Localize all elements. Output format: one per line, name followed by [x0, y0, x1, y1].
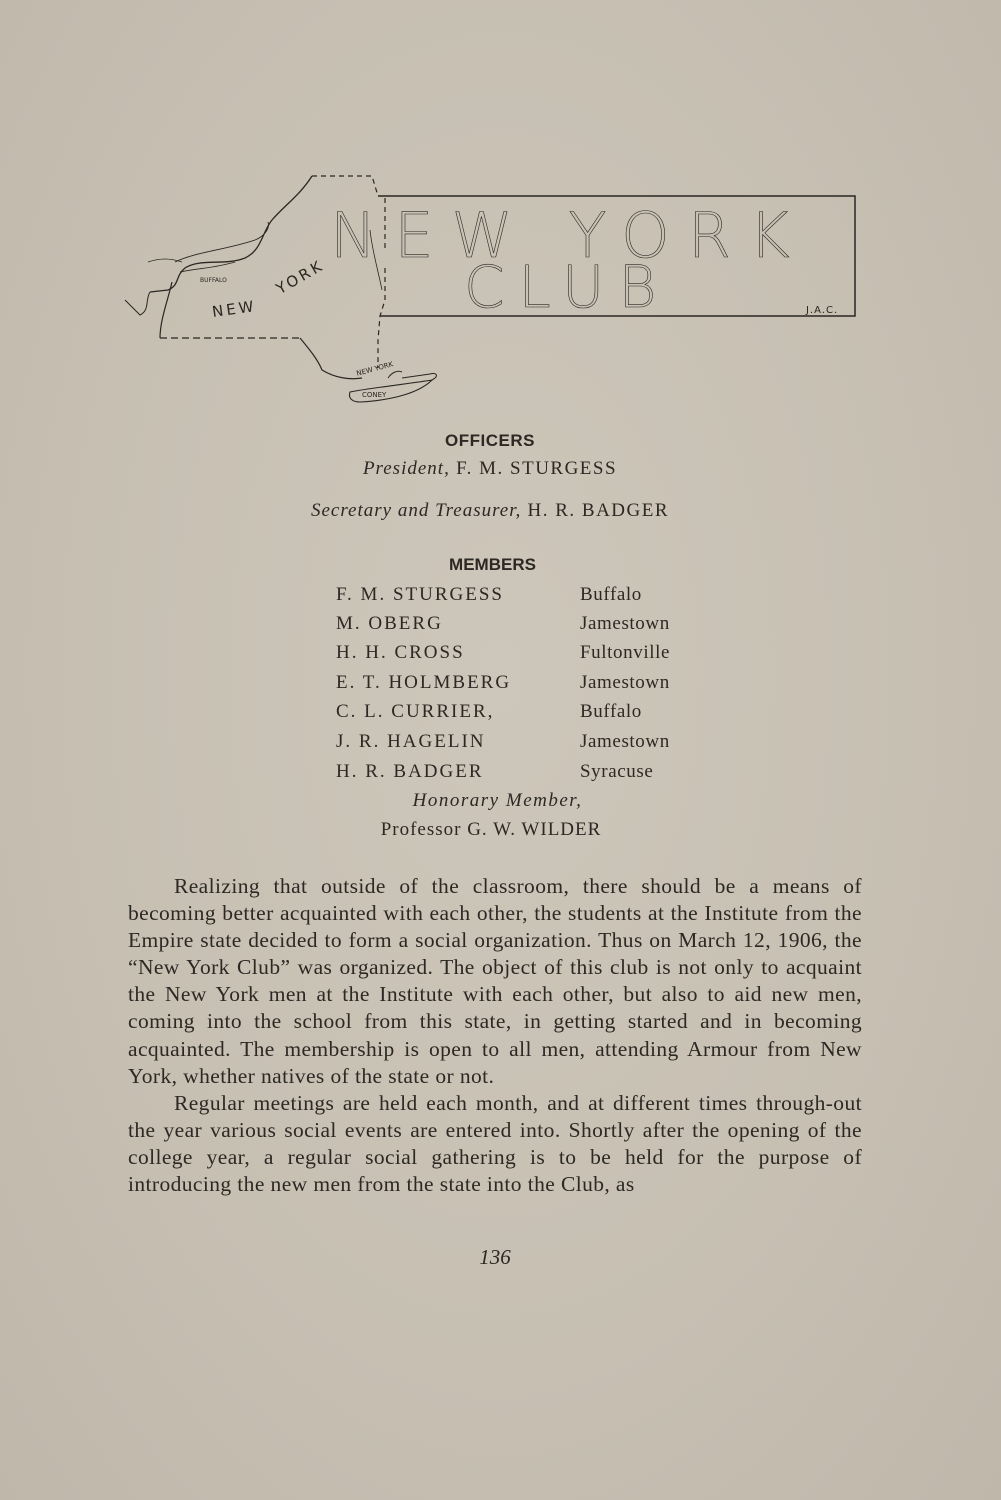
map-label-buffalo: BUFFALO: [200, 277, 227, 284]
page-number: 136: [479, 1245, 511, 1269]
member-city: Buffalo: [580, 584, 642, 605]
member-row: [336, 701, 696, 729]
map-label-new-york-city: NEW YORK: [355, 360, 395, 378]
member-city: Jamestown: [580, 731, 670, 752]
member-name: H. H. CROSS: [336, 642, 465, 663]
members-heading: MEMBERS: [449, 555, 536, 574]
map-label-new: NEW: [210, 296, 258, 322]
president-role: President,: [362, 458, 450, 479]
member-name: H. R. BADGER: [336, 761, 484, 782]
map-label-coney: CONEY: [362, 391, 387, 399]
secretary-name: H. R. BADGER: [527, 500, 670, 521]
member-city: Jamestown: [580, 613, 670, 634]
member-row: [336, 672, 696, 700]
secretary-line: [0, 500, 980, 522]
paragraph-2: Regular meetings are held each month, and at different times through-out the year various social events are entered into. Shortly after the opening of the college year, a regular social gathering is to be held for the purpose of introducing the new men from the state into the Club, as: [128, 1090, 862, 1197]
member-name: M. OBERG: [336, 613, 443, 634]
member-row: [336, 642, 696, 670]
body-text: [128, 873, 862, 1198]
president-line: [0, 458, 980, 480]
member-city: Fultonville: [580, 642, 670, 663]
member-name: E. T. HOLMBERG: [336, 672, 512, 693]
secretary-role: Secretary and Treasurer,: [310, 500, 522, 521]
artist-initials: J.A.C.: [806, 305, 839, 316]
member-row: [336, 613, 696, 641]
member-city: Syracuse: [580, 761, 654, 782]
honorary-member-name: Professor G. W. WILDER: [380, 819, 602, 840]
map-label-york: YORK: [273, 256, 328, 298]
honorary-member-title: Honorary Member,: [412, 790, 583, 811]
member-name: F. M. STURGESS: [336, 584, 504, 605]
member-name: C. L. CURRIER,: [336, 701, 495, 722]
member-row: [336, 731, 696, 759]
club-title-line-2: CLUB: [464, 253, 671, 321]
member-row: [336, 761, 696, 789]
president-name: F. M. STURGESS: [456, 458, 618, 479]
member-row: [336, 584, 696, 612]
member-city: Jamestown: [580, 672, 670, 693]
paragraph-1: Realizing that outside of the classroom, there should be a means of becoming better acquainted with each other, the students at the Institute from the Empire state decided to form a social organization. Thus on March 12, 1906, the “New York Club” was organized. The object of this club is not only to acquaint the New York men at the Institute with each other, but also to aid new men, coming into the school from this state, in getting started and in becoming acquainted. The membership is open to all men, attending Armour from New York, whether natives of the state or not.: [128, 874, 862, 1088]
member-city: Buffalo: [580, 701, 642, 722]
club-title-line-1: NEW YORK: [330, 199, 808, 272]
officers-heading: OFFICERS: [445, 431, 535, 450]
member-name: J. R. HAGELIN: [336, 731, 486, 752]
